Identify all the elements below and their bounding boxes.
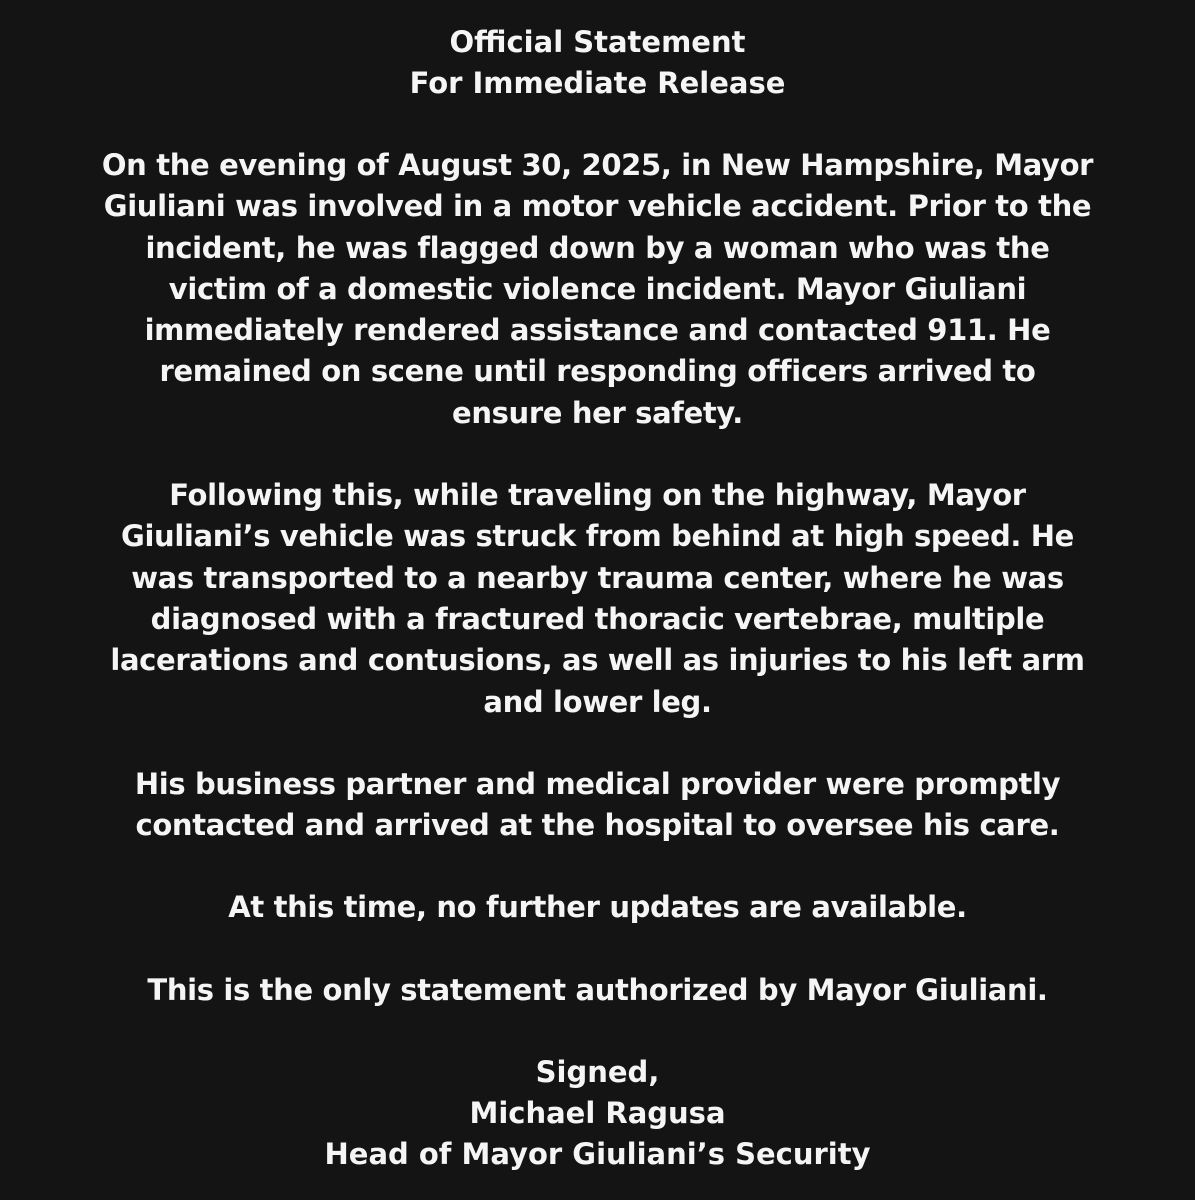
paragraph-line: and lower leg.	[483, 684, 712, 719]
paragraph-line: His business partner and medical provider were promptly	[134, 766, 1061, 801]
paragraph-line: victim of a domestic violence incident. Mayor Giuliani	[168, 271, 1027, 306]
paragraph-line: Giuliani was involved in a motor vehicle accident. Prior to the	[103, 189, 1092, 224]
paragraph-line: Giuliani’s vehicle was struck from behind at high speed. He	[120, 519, 1075, 554]
statement-header	[0, 22, 1195, 104]
paragraph-line: contacted and arrived at the hospital to oversee his care.	[135, 808, 1060, 843]
paragraph-incident	[43, 145, 1153, 434]
paragraph-line: was transported to a nearby trauma center, where he was	[131, 560, 1064, 595]
paragraph-authorization	[43, 970, 1153, 1011]
paragraph-line: immediately rendered assistance and contacted 911. He	[144, 313, 1051, 348]
paragraph-line: lacerations and contusions, as well as injuries to his left arm	[110, 643, 1085, 678]
signature-block	[0, 1052, 1195, 1175]
paragraph-line: incident, he was flagged down by a woman who was the	[145, 230, 1050, 265]
signature-signed: Signed,	[535, 1055, 660, 1090]
paragraph-line: This is the only statement authorized by Mayor Giuliani.	[147, 972, 1048, 1007]
statement-subtitle: For Immediate Release	[409, 66, 786, 100]
signature-title: Head of Mayor Giuliani’s Security	[324, 1137, 871, 1172]
paragraph-care	[43, 764, 1153, 847]
signature-name: Michael Ragusa	[469, 1096, 726, 1131]
paragraph-line: Following this, while traveling on the highway, Mayor	[169, 478, 1026, 513]
paragraph-accident	[43, 475, 1153, 723]
paragraph-line: diagnosed with a fractured thoracic vertebrae, multiple	[150, 601, 1045, 636]
paragraph-line: remained on scene until responding officers arrived to	[159, 354, 1036, 389]
paragraph-updates	[43, 887, 1153, 928]
statement-title: Official Statement	[449, 25, 746, 59]
paragraph-line: On the evening of August 30, 2025, in New Hampshire, Mayor	[101, 148, 1094, 182]
paragraph-line: ensure her safety.	[452, 395, 743, 430]
paragraph-line: At this time, no further updates are available.	[228, 890, 967, 925]
